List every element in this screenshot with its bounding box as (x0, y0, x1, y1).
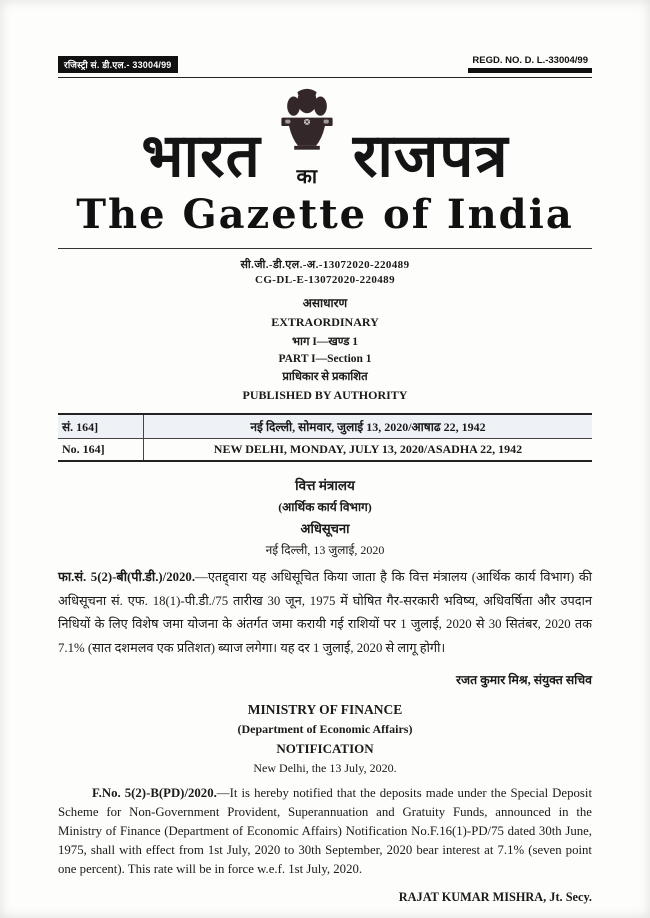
signature-english: RAJAT KUMAR MISHRA, Jt. Secy. (398, 889, 592, 904)
masthead (58, 84, 592, 191)
part-english: PART I—Section 1 (278, 353, 372, 365)
registration-row (58, 54, 592, 73)
authority-english: PUBLISHED BY AUTHORITY (242, 388, 408, 402)
emblem-column (275, 84, 339, 189)
place-date-english: New Delhi, the 13 July, 2020. (253, 760, 397, 775)
masthead-rule (58, 248, 592, 249)
masthead-ka: का (296, 164, 318, 188)
part-hindi: भाग I—खण्ड 1 (291, 336, 359, 348)
extraordinary-hindi: असाधारण (302, 296, 348, 310)
notification-body-english (58, 784, 592, 880)
issue-row-english (58, 439, 592, 460)
issue-table (58, 413, 592, 462)
notification-text-english: —It is hereby notified that the deposits made under the Special Deposit Scheme for Non-Government Provident, Superannuation and Gratuity Funds, announced in the Ministry of Finance (Department of Economic Affairs) Notification No.F.16(1)-PD/75 dated 30th June, 1975, shall with effect from 1st July, 2020 to 30th September, 2020 bear interest at 7.1% (seven point one percent). This rate will be in force w.e.f. 1st July, 2020. (58, 785, 592, 877)
national-emblem-icon (275, 84, 339, 168)
extraordinary-english: EXTRAORDINARY (271, 315, 379, 329)
issue-date-english: NEW DELHI, MONDAY, JULY 13, 2020/ASADHA 22, 1942 (213, 442, 523, 456)
department-heading-english: (Department of Economic Affairs) (237, 721, 413, 736)
issue-row-hindi (58, 415, 592, 439)
gazette-title-english: The Gazette of India (76, 191, 574, 238)
notification-ref-hindi: फा.सं. 5(2)-बी(पी.डी.)/2020. (58, 570, 196, 584)
notification-ref-english: F.No. 5(2)-B(PD)/2020. (92, 785, 217, 800)
place-date-hindi: नई दिल्ली, 13 जुलाई, 2020 (265, 543, 385, 557)
issue-no-english: No. 164] (58, 439, 144, 460)
notification-heading-english: NOTIFICATION (276, 740, 374, 756)
department-heading-hindi: (आर्थिक कार्य विभाग) (278, 500, 372, 514)
issue-no-hindi: सं. 164] (58, 415, 144, 438)
signature-hindi: रजत कुमार मिश्र, संयुक्त सचिव (456, 672, 592, 687)
masthead-title-hindi-left: भारत (141, 121, 261, 191)
issue-date-hindi: नई दिल्ली, सोमवार, जुलाई 13, 2020/आषाढ 22, 1942 (250, 420, 486, 434)
masthead-title-hindi-right: राजपत्र (352, 121, 509, 191)
authority-hindi: प्राधिकार से प्रकाशित (282, 371, 368, 383)
notification-text-hindi: —एतद्द्वारा यह अधिसूचित किया जाता है कि वित्त मंत्रालय (आर्थिक कार्य विभाग) की अधिसूचना सं. एफ. 18(1)-पी.डी./75 तारीख 30 जून, 1975 में घोषित गैर-सरकारी भविष्य, अधिवर्षिता और उपदान निधियों के लिए विशेष जमा योजना के अंतर्गत जमा करायी गई राशियों पर 1 जुलाई, 2020 से 30 सितंबर, 2020 तक 7.1% (सात दशमलव एक प्रतिशत) ब्याज लगेगा। यह दर 1 जुलाई, 2020 से लागू होगी। (58, 570, 592, 656)
registry-badge-english: REGD. NO. D. L.-33004/99 (468, 54, 592, 73)
ministry-heading-english: MINISTRY OF FINANCE (247, 701, 403, 717)
cms-code-hindi: सी.जी.-डी.एल.-अ.-13072020-220489 (240, 259, 410, 271)
cms-code-english: CG-DL-E-13072020-220489 (255, 274, 395, 286)
top-rule (58, 77, 592, 78)
notification-heading-hindi: अधिसूचना (300, 521, 350, 536)
notification-body-hindi (58, 566, 592, 661)
registry-badge-hindi: रजिस्ट्री सं. डी.एल.- 33004/99 (58, 56, 178, 73)
ministry-heading-hindi: वित्त मंत्रालय (295, 478, 355, 493)
